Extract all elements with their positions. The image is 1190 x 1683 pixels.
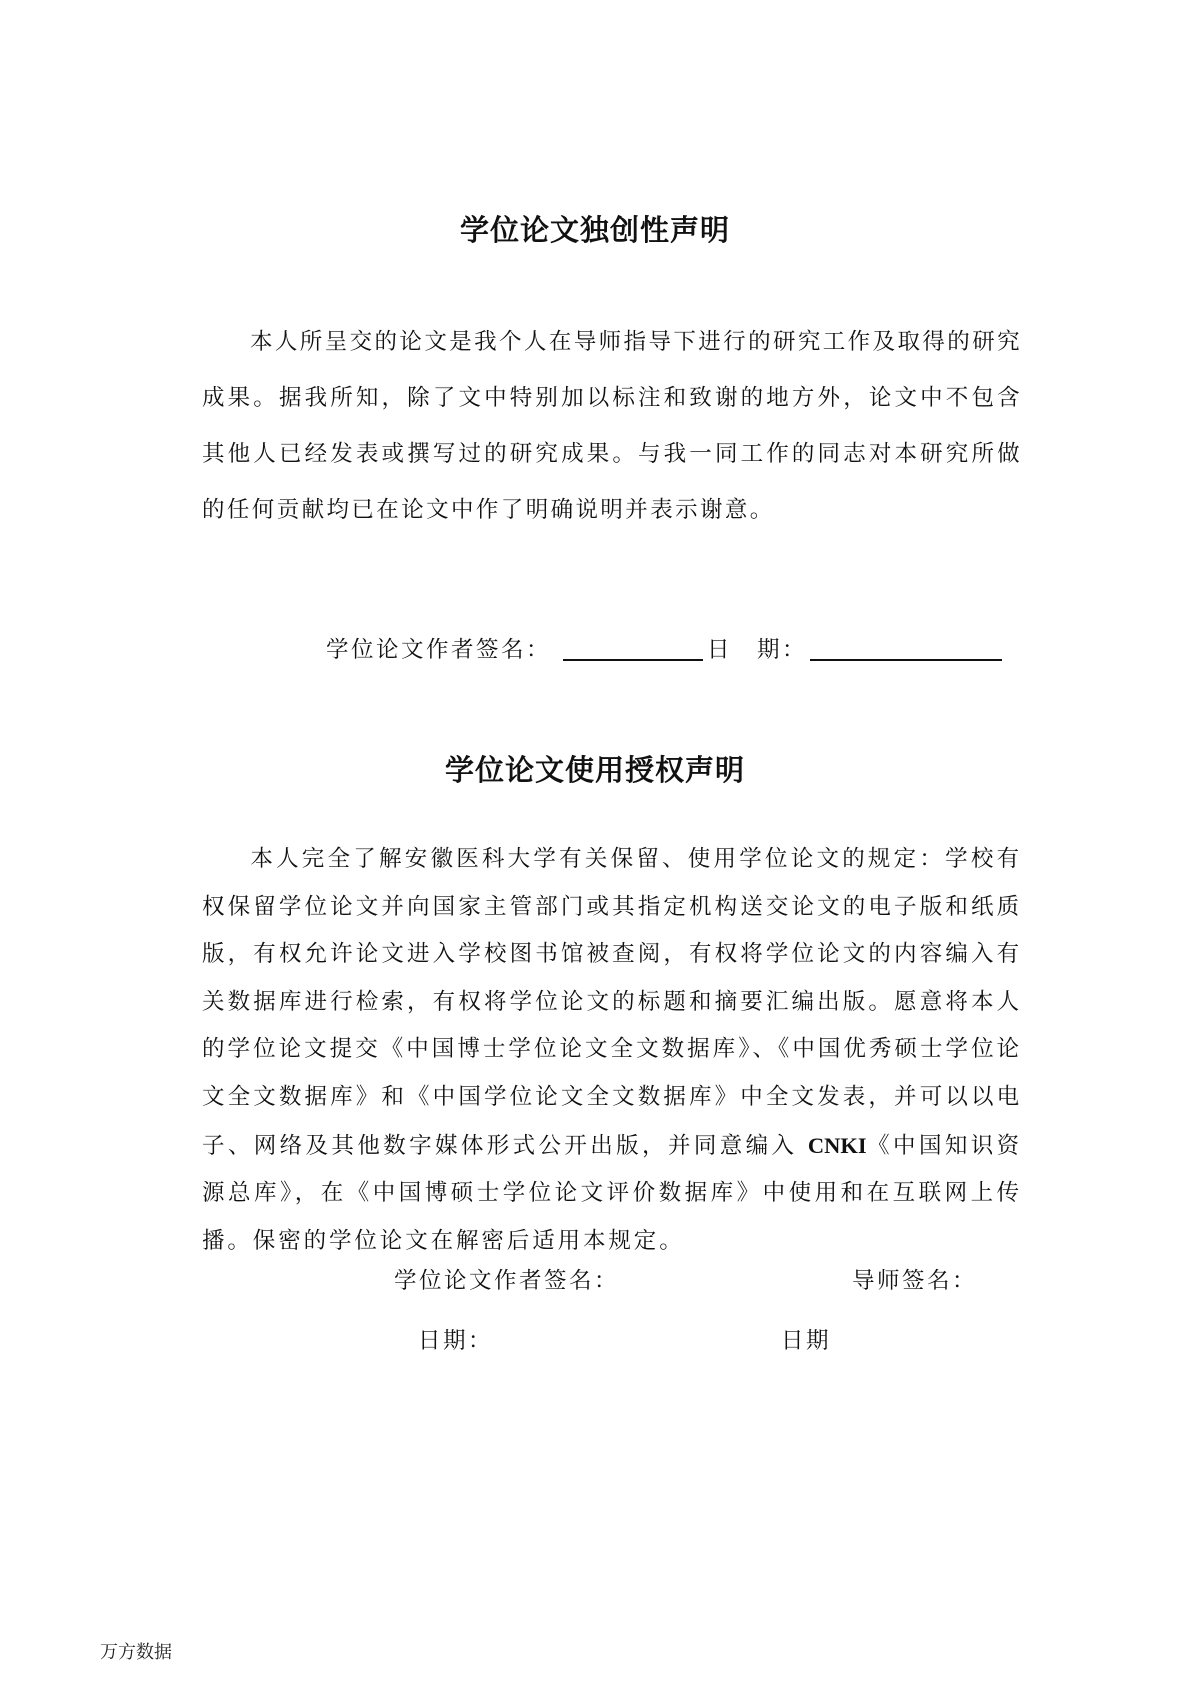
authorization-body <box>202 836 1022 1265</box>
authorization-author-date-label: 日期： <box>418 1328 494 1354</box>
originality-author-signature-label: 学位论文作者签名： <box>326 637 552 663</box>
originality-title: 学位论文独创性声明 <box>459 213 730 247</box>
wanfang-watermark: 万方数据 <box>100 1642 172 1663</box>
authorization-advisor-date-label: 日期 <box>781 1328 832 1354</box>
authorization-title: 学位论文使用授权声明 <box>444 753 745 787</box>
originality-author-signature-line <box>563 637 703 661</box>
authorization-body-cnki: CNKI <box>807 1132 867 1158</box>
originality-body-text: 本人所呈交的论文是我个人在导师指导下进行的研究工作及取得的研究成果。据我所知，除了文中特别加以标注和致谢的地方外，论文中不包含其他人已经发表或撰写过的研究成果。与我一同工作的同志对本研究所做的任何贡献均已在论文中作了明确说明并表示谢意。 <box>202 329 1022 523</box>
originality-body <box>202 314 1022 538</box>
originality-date-line <box>810 637 1002 661</box>
authorization-author-signature-label: 学位论文作者签名： <box>394 1268 620 1294</box>
authorization-body-text-1: 本人完全了解安徽医科大学有关保留、使用学位论文的规定：学校有权保留学位论文并向国家主管部门或其指定机构送交论文的电子版和纸质版，有权允许论文进入学校图书馆被查阅，有权将学位论文的内容编入有关数据库进行检索，有权将学位论文的标题和摘要汇编出版。愿意将本人的学位论文提交《中国博士学位论文全文数据库》、《中国优秀硕士学位论文全文数据库》和《中国学位论文全文数据库》中全文发表，并可以以电子、网络及其他数字媒体形式公开出版，并同意编入 <box>202 846 1022 1159</box>
originality-date-label: 日 期： <box>707 637 808 663</box>
authorization-advisor-signature-label: 导师签名： <box>852 1268 978 1294</box>
authorization-body-text-2: 《中国知识资源总库》，在《中国博硕士学位论文评价数据库》中使用和在互联网上传播。保密的学位论文在解密后适用本规定。 <box>202 1132 1023 1254</box>
